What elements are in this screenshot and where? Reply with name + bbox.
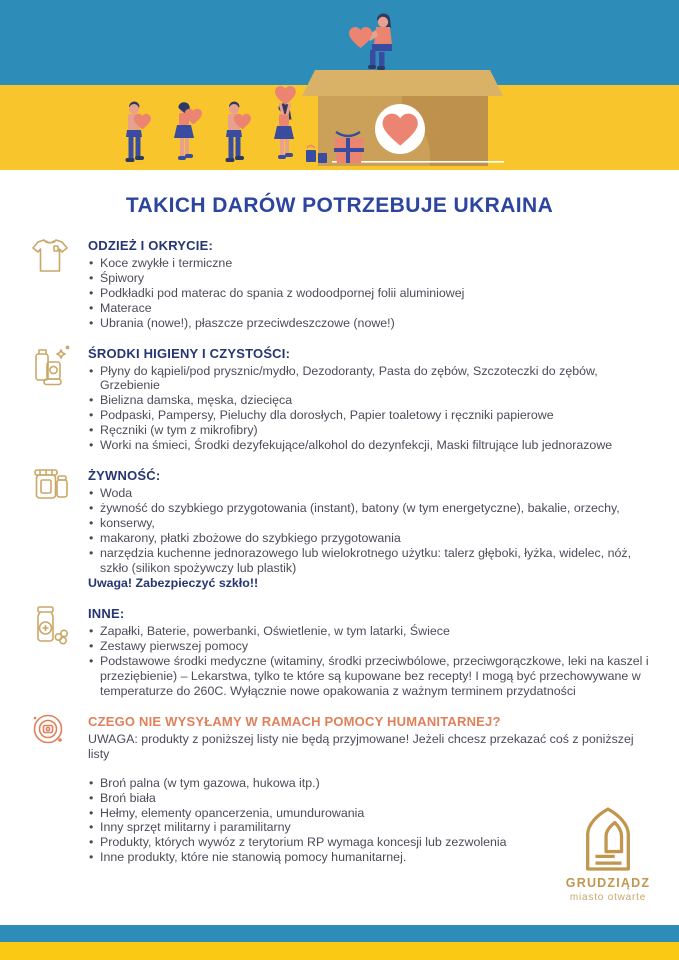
list-item: • Worki na śmieci, Środki dezyfekujące/alkohol do dezynfekcji, Maski filtrujące lub jednorazowe <box>88 438 650 453</box>
donation-box <box>302 70 504 166</box>
section-food <box>30 466 650 591</box>
section-header: ŻYWNOŚĆ: <box>88 467 161 483</box>
bullet-list <box>88 486 650 575</box>
grudziadz-arch-icon <box>579 806 637 872</box>
section-header: ŚRODKI HIGIENY I CZYSTOŚCI: <box>88 345 291 361</box>
list-item: • makarony, płatki zbożowe do szybkiego przygotowania <box>88 531 650 546</box>
logo-city-name: GRUDZIĄDZ <box>565 876 651 890</box>
bottom-stripe-yellow <box>0 942 679 960</box>
people-carrying-hearts <box>126 86 296 162</box>
bottom-stripe-blue <box>0 925 679 942</box>
list-item: • Broń palna (w tym gazowa, hukowa itp.) <box>88 776 650 791</box>
section-hygiene <box>30 344 650 453</box>
list-item: • Zestawy pierwszej pomocy <box>88 639 650 654</box>
list-item: • Zapałki, Baterie, powerbanki, Oświetlenie, w tym latarki, Świece <box>88 624 650 639</box>
sitting-person <box>349 13 392 70</box>
list-item: • Podpaski, Pampersy, Pieluchy dla dorosłych, Papier toaletowy i ręczniki papierowe <box>88 408 650 423</box>
medicine-icon <box>30 604 88 646</box>
section-header: CZEGO NIE WYSYŁAMY W RAMACH POMOCY HUMANITARNEJ? <box>88 713 501 729</box>
section-other <box>30 604 650 699</box>
list-item: • Bielizna damska, męska, dziecięca <box>88 393 650 408</box>
list-item: • Inny sprzęt militarny i paramilitarny <box>88 820 650 835</box>
bullet-list <box>88 256 650 331</box>
warning-paragraph: UWAGA: produkty z poniższej listy nie będą przyjmowane! Jeżeli chcesz przekazać coś z poniższej listy <box>88 731 634 761</box>
list-item: • Ręczniki (w tym z mikrofibry) <box>88 423 650 438</box>
list-item: • Koce zwykłe i termiczne <box>88 256 650 271</box>
list-item: • Materace <box>88 301 650 316</box>
list-item: • konserwy, <box>88 516 650 531</box>
section-clothing <box>30 236 650 331</box>
page-title: TAKICH DARÓW POTRZEBUJE UKRAINA <box>125 194 554 217</box>
bullet-list <box>88 624 650 699</box>
list-item: • Inne produkty, które nie stanowią pomocy humanitarnej. <box>88 850 650 865</box>
section-header: INNE: <box>88 606 125 622</box>
list-item: • Hełmy, elementy opancerzenia, umundurowania <box>88 806 650 821</box>
cosmetics-icon <box>30 344 88 388</box>
list-item: • Śpiwory <box>88 271 650 286</box>
list-item: • Ubrania (nowe!), płaszcze przeciwdeszczowe (nowe!) <box>88 316 650 331</box>
food-jar-icon <box>30 466 88 504</box>
city-logo <box>555 806 661 903</box>
list-item: • żywność do szybkiego przygotowania (instant), batony (w tym energetyczne), bakalie, orzechy, <box>88 501 650 516</box>
prohibited-icon <box>30 712 88 750</box>
donation-illustration <box>0 0 679 172</box>
section-header: ODZIEŻ I OKRYCIE: <box>88 238 213 253</box>
list-item: • Podstawowe środki medyczne (witaminy, środki przeciwbólowe, przeciwgorączkowe, leki na kaszel i przeziębienie) – Lekarstwa, tylko te które są kupowane bez recepty! I mogą być przechowywane w temperaturze do 260C. Wyłącznie nowe opakowania z ważnym terminem przydatności <box>88 654 650 699</box>
tshirt-icon <box>30 236 88 276</box>
list-item: • Woda <box>88 486 650 501</box>
list-item: • Produkty, których wywóz z terytorium RP wymaga koncesji lub zezwolenia <box>88 835 650 850</box>
content <box>30 236 650 878</box>
logo-tagline: miasto otwarte <box>569 892 647 903</box>
list-item: • Płyny do kąpieli/pod prysznic/mydło, Dezodoranty, Pasta do zębów, Szczoteczki do zębów, Grzebienie <box>88 364 650 394</box>
bullet-list <box>88 364 650 453</box>
list-item: • Podkładki pod materac do spania z wodoodpornej folii aluminiowej <box>88 286 650 301</box>
list-item: • Broń biała <box>88 791 650 806</box>
list-item: • narzędzia kuchenne jednorazowego lub wielokrotnego użytku: talerz głęboki, łyżka, widelec, nóż, szkło (silikon spożywczy lub plastik) <box>88 546 650 576</box>
glass-warning-note: Uwaga! Zabezpieczyć szkło!! <box>88 576 259 591</box>
